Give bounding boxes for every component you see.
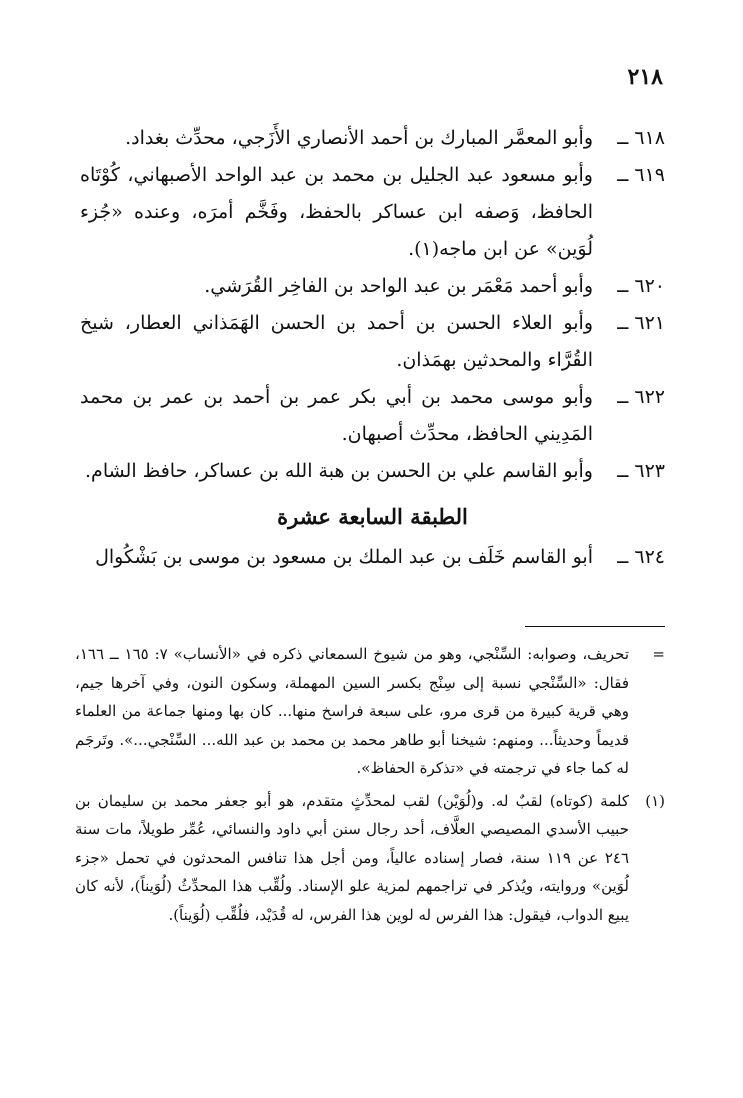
footnote-continuation xyxy=(75,640,665,783)
entry-text: وأبو القاسم علي بن الحسن بن هبة الله بن عساكر، حافظ الشام. xyxy=(85,460,593,482)
entry-624 xyxy=(80,539,665,576)
entry-number: ٦٢٠ ــ xyxy=(617,275,665,297)
entry-622 xyxy=(80,379,665,453)
footnote-divider xyxy=(525,626,665,627)
entry-text: وأبو العلاء الحسن بن أحمد بن الحسن الهَمَذاني العطار، شيخ القُرَّاء والمحدثين بهمَذان. xyxy=(80,312,593,371)
footnote-mark: = xyxy=(652,645,665,663)
entry-text: وأبو مسعود عبد الجليل بن محمد بن عبد الواحد الأصبهاني، كُوْتَاه الحافظ، وَصفه ابن عساكر بالحفظ، وفَخَّم أمرَه، وعنده «جُزء لُوَين» عن ابن ماجه(١). xyxy=(80,164,593,260)
footnote-text: كلمة (كوتاه) لقبٌ له. و(لُوَيْن) لقب لمحدِّثٍ متقدم، هو أبو جعفر محمد بن سليمان بن حبيب الأسدي المصيصي العلَّاف، أحد رجال سنن أبي داود والنسائي، عُمِّر طويلاً، مات سنة ٢٤٦ عن ١١٩ سنة، فصار إسناده عالياً، ومن أجل هذا تنافس المحدثون في تحمل «جزء لُوَين» وروايته، ويُذكر في تراجمهم لمزية علو الإسناد. ولُقِّب هذا المحدِّثُ (لُوَيناً)، لأنه كان يبيع الدواب، فيقول: هذا الفرس له لوين هذا الفرس، له قُدَيْد، فلُقِّب (لُوَيناً). xyxy=(75,791,629,924)
entry-621 xyxy=(80,305,665,379)
footnote-text: تحريف، وصوابه: السِّنْجي، وهو من شيوخ السمعاني ذكره في «الأنساب» ٧: ١٦٥ ــ ١٦٦، فقال: «السِّنْجي نسبة إلى سِنْج بكسر السين المهملة، وسكون النون، وفي آخرها جيم، وهي قرية كبيرة من قرى مرو، على سبعة فراسخ منها... كان بها ومنها جماعة من العلماء قديماً وحديثاً... ومنهم: شيخنا أبو طاهر محمد بن محمد بن عبد الله... السِّنْجي...». وتَرجَم له كما جاء في ترجمته في «تذكرة الحفاظ». xyxy=(75,645,629,777)
entry-text: وأبو أحمد مَعْمَر بن عبد الواحد بن الفاخِر القُرَشي. xyxy=(204,275,593,297)
entry-text: وأبو موسى محمد بن أبي بكر عمر بن أحمد بن عمر بن محمد المَدِيني الحافظ، محدِّث أصبهان. xyxy=(80,386,593,445)
entry-number: ٦٢٤ ــ xyxy=(617,546,665,568)
entry-number: ٦٢١ ــ xyxy=(617,312,665,334)
footnote-1 xyxy=(75,787,665,930)
footnotes xyxy=(75,640,665,929)
biography-list xyxy=(80,120,665,576)
entry-number: ٦٢٣ ــ xyxy=(617,460,665,482)
entry-text: وأبو المعمَّر المبارك بن أحمد الأنصاري الأَزَجي، محدِّث بغداد. xyxy=(125,127,593,149)
entry-number: ٦٢٢ ــ xyxy=(617,386,665,408)
entry-number: ٦١٨ ــ xyxy=(617,127,665,149)
footnote-mark: (١) xyxy=(645,791,665,810)
entry-623 xyxy=(80,453,665,490)
entry-text: أبو القاسم خَلَف بن عبد الملك بن مسعود بن موسى بن بَشْكُوال xyxy=(95,546,593,568)
entry-619 xyxy=(80,157,665,268)
section-heading: الطبقة السابعة عشرة xyxy=(277,504,468,529)
entry-620 xyxy=(80,268,665,305)
entry-number: ٦١٩ ــ xyxy=(617,164,665,186)
page-number: ٢١٨ xyxy=(627,64,663,90)
entry-618 xyxy=(80,120,665,157)
